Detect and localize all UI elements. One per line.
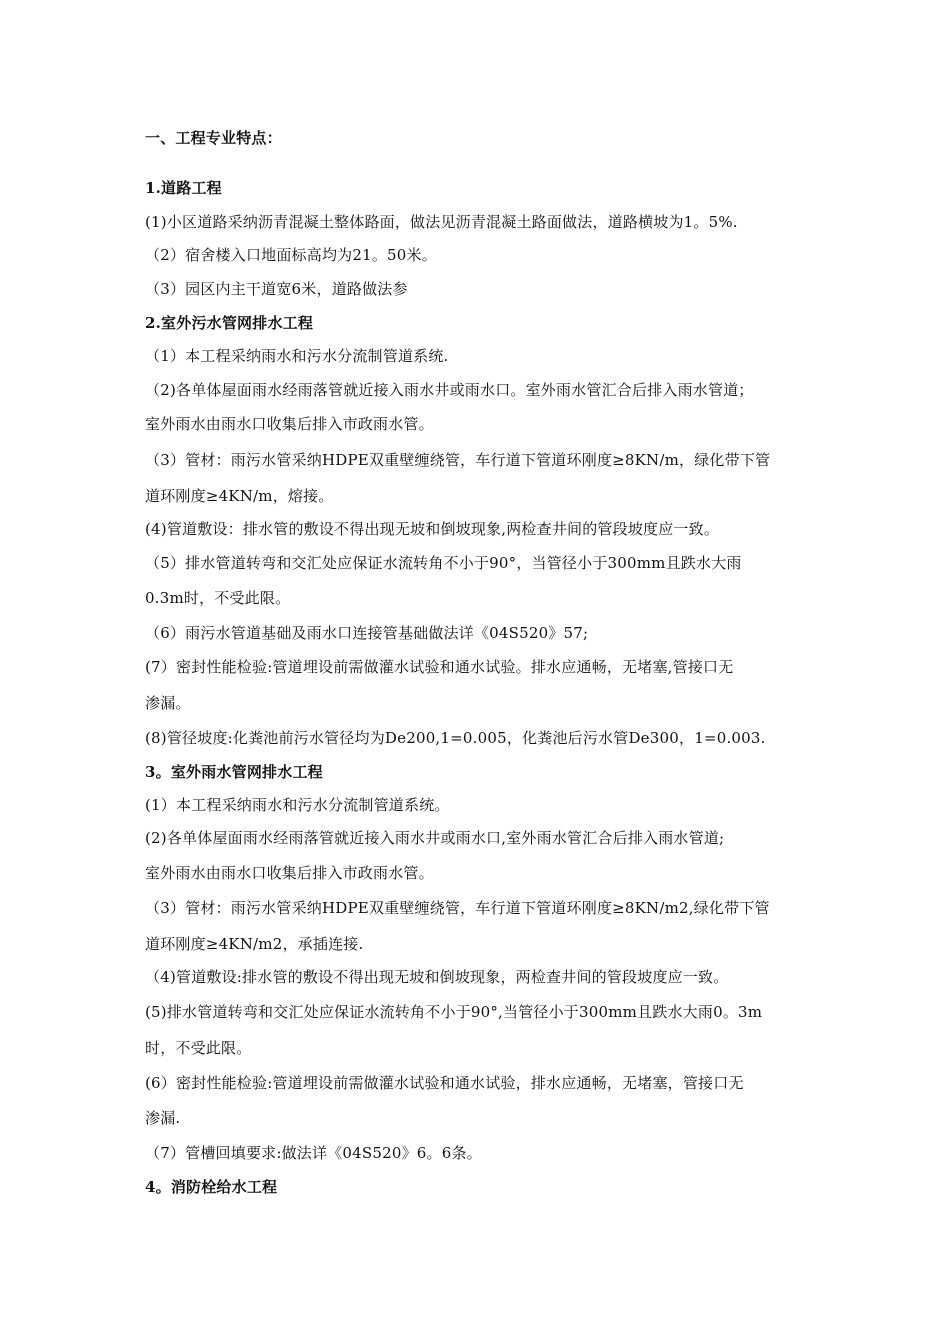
section-4-title: 4。消防栓给水工程 xyxy=(145,1178,278,1196)
section-3-item-5-line-2: 时，不受此限。 xyxy=(145,1039,252,1057)
section-3-item-1: (1）本工程采纳雨水和污水分流制管道系统。 xyxy=(145,796,450,814)
section-2-item-8: (8)管径坡度:化粪池前污水管径均为De200,1=0.005，化粪池后污水管De300，1=0.003. xyxy=(145,729,766,747)
section-3-item-3-line-2: 道环刚度≥4KN/m2，承插连接. xyxy=(145,935,364,953)
section-1-title: 1.道路工程 xyxy=(145,179,222,197)
section-2-item-5-line-2: 0.3m时，不受此限。 xyxy=(145,589,291,607)
section-3-item-6-line-2: 渗漏. xyxy=(145,1109,181,1127)
section-2-item-1: （1）本工程采纳雨水和污水分流制管道系统. xyxy=(145,347,449,365)
section-1-item-2: （2）宿舍楼入口地面标高均为21。50米。 xyxy=(145,246,437,264)
section-3-item-7: （7）管槽回填要求:做法详《04S520》6。6条。 xyxy=(145,1144,482,1162)
section-1-item-3: （3）园区内主干道宽6米，道路做法参 xyxy=(145,280,408,298)
section-2-item-2-line-2: 室外雨水由雨水口收集后排入市政雨水管。 xyxy=(145,415,434,433)
section-3-item-2-line-1: (2)各单体屋面雨水经雨落管就近接入雨水井或雨水口,室外雨水管汇合后排入雨水管道; xyxy=(145,829,725,847)
section-2-title: 2.室外污水管网排水工程 xyxy=(145,314,314,332)
section-2-item-4: (4)管道敷设：排水管的敷设不得出现无坡和倒坡现象,两检查井间的管段坡度应一致。 xyxy=(145,520,720,538)
section-3-item-6-line-1: (6）密封性能检验:管道埋设前需做灌水试验和通水试验，排水应通畅，无堵塞，管接口无 xyxy=(145,1074,744,1092)
section-2-item-3-line-1: （3）管材：雨污水管采纳HDPE双重壁缠绕管，车行道下管道环刚度≥8KN/m，绿化带下管 xyxy=(145,451,771,469)
main-heading: 一、工程专业特点： xyxy=(145,129,282,147)
section-3-title: 3。室外雨水管网排水工程 xyxy=(145,763,323,781)
section-1-item-1: (1)小区道路采纳沥青混凝土整体路面，做法见沥青混凝土路面做法，道路横坡为1。5%. xyxy=(145,213,738,231)
section-3-item-4: （4)管道敷设:排水管的敷设不得出现无坡和倒坡现象，两检查井间的管段坡度应一致。 xyxy=(145,968,729,986)
section-3-item-2-line-2: 室外雨水由雨水口收集后排入市政雨水管。 xyxy=(145,864,434,882)
section-3-item-5-line-1: (5)排水管道转弯和交汇处应保证水流转角不小于90°,当管径小于300mm且跌水大雨0。3m xyxy=(145,1003,763,1021)
section-3-item-3-line-1: （3）管材：雨污水管采纳HDPE双重壁缠绕管，车行道下管道环刚度≥8KN/m2,绿化带下管 xyxy=(145,899,770,917)
section-2-item-3-line-2: 道环刚度≥4KN/m，熔接。 xyxy=(145,487,334,505)
section-2-item-5-line-1: （5）排水管道转弯和交汇处应保证水流转角不小于90°，当管径小于300mm且跌水大雨 xyxy=(145,554,742,572)
section-2-item-7-line-1: (7）密封性能检验:管道埋设前需做灌水试验和通水试验。排水应通畅，无堵塞,管接口无 xyxy=(145,658,734,676)
section-2-item-6: （6）雨污水管道基础及雨水口连接管基础做法详《04S520》57; xyxy=(145,624,589,642)
section-2-item-7-line-2: 渗漏。 xyxy=(145,694,191,712)
section-2-item-2-line-1: （2)各单体屋面雨水经雨落管就近接入雨水井或雨水口。室外雨水管汇合后排入雨水管道； xyxy=(145,381,754,399)
